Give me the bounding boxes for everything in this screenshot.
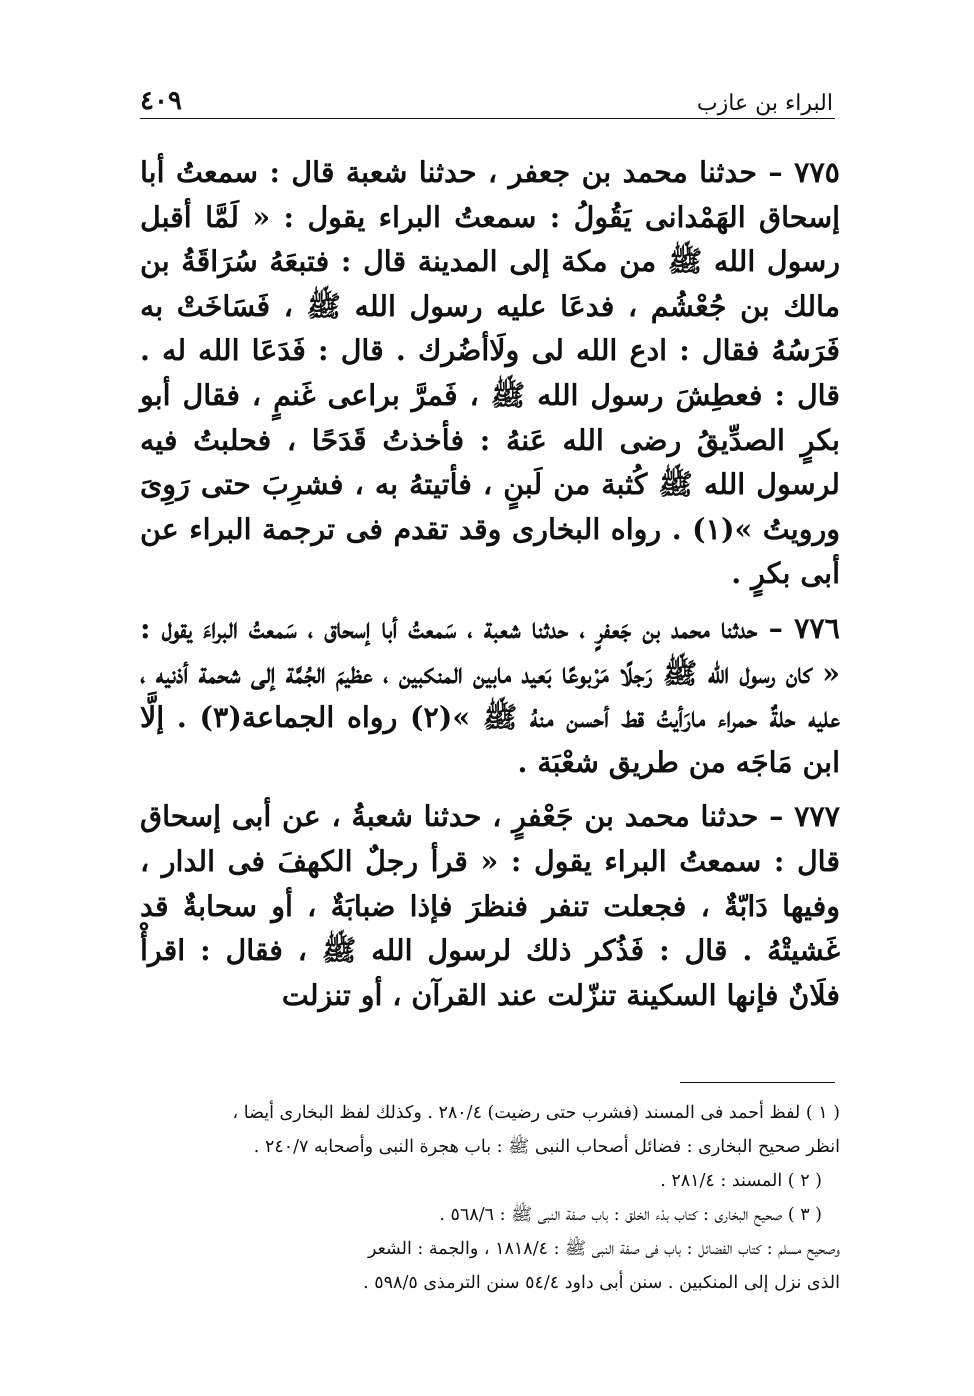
footnote-2: ( ٢ ) المسند : ٢٨١/٤ . — [660, 1171, 822, 1191]
page-number: ٤٠٩ — [140, 86, 182, 116]
footnote-1: ( ١ ) لفظ أحمد فى المسند (فشرب حتى رضيت) ٢٨٠/٤ . وكذلك لفظ البخارى أيضا ، — [232, 1103, 840, 1123]
footnote-1-cont: انظر صحيح البخارى : فضائل أصحاب النبى ﷺ : باب هجرة النبى وأصحابه ٢٤٠/٧ . — [253, 1137, 840, 1157]
hadith-777: ٧٧٧ – حدثنا محمد بن جَعْفرٍ ، حدثنا شعبةُ ، عن أبى إسحاق قال : سمعتُ البراء يقول : « قرأ رجلٌ الكهفَ فى الدار ، وفيها دَابّةٌ ، فجعلت تنفر فنظرَ فإذا ضبابَةٌ ، أو سحابةٌ قد غَشيتْهُ . قال : فَذُكر ذلك لرسول الله ﷺ ، فقال : اقرأْ فلَانٌ فإنها السكينة تنزّلت عند القرآن ، أو تنزلت — [140, 799, 840, 1012]
header-rule — [140, 118, 835, 119]
footnote-rule — [680, 1082, 835, 1083]
footnote-3: ( ٣ ) صحيح البخارى : كتاب بدْء الخلق : باب صفة النبى ﷺ : ٥٦٨/٦ . — [439, 1205, 822, 1225]
footnote-3-cont2: الذى نزل إلى المنكبين . سنن أبى داود ٥٤/٤ سنن الترمذى ٥٩٨/٥ . — [363, 1273, 840, 1293]
footnote-3-cont: وصحيح مسلم : كتاب الفضائل : باب فى صفة النبى ﷺ : ١٨١٨/٤ ، والجمة : الشعر — [367, 1239, 840, 1259]
hadith-776: ٧٧٦ – حدثنا محمد بن جَعفرٍ ، حدثنا شعبة ، سَمعتُ أبا إسحاق ، سَمعتُ البراءَ يقول : « كان رسول الله ﷺ رَجلًا مَرْبوعًا بَعيد مابين المنكبين ، عظيمَ الجُمَّة إلى شحمة أذنيه ، عليه حلةٌ حمراء مارَأيتُ قط أحسن منهُ ﷺ »(٢) رواه الجماعة(٣) . إلَّا ابن مَاجَه من طريق شعْبَة . — [140, 610, 840, 779]
hadith-775: ٧٧٥ – حدثنا محمد بن جعفر ، حدثنا شعبة قال : سمعتُ أبا إسحاق الهَمْدانى يَقُولُ : سمعتُ البراء يقول : « لَمَّا أقبل رسول الله ﷺ من مكة إلى المدينة قال : فتبعَهُ سُرَاقَةُ بن مالك بن جُعْشُم ، فدعَا عليه رسول الله ﷺ ، فَسَاخَتْ به فَرَسُهُ فقال : ادع الله لى ولَاأضُرك . قال : فَدَعَا الله له . قال : فعطِشَ رسول الله ﷺ ، فَمرَّ براعى غَنمٍ ، فقال أبو بكرٍ الصدِّيقُ رضى الله عَنهُ : فأخذتُ قَدَحًا ، فحلبتُ فيه لرسول الله ﷺ كُثبة من لَبنٍ ، فأتيتهُ به ، فشرِبَ حتى رَوِىَ ورويتُ »(١) . رواه البخارى وقد تقدم فى ترجمة البراء عن أبى بكرٍ . — [140, 155, 840, 591]
running-header — [140, 72, 835, 116]
running-header-title: البراء بن عازب — [696, 91, 833, 116]
main-text — [140, 150, 840, 1027]
footnotes — [140, 1096, 840, 1300]
